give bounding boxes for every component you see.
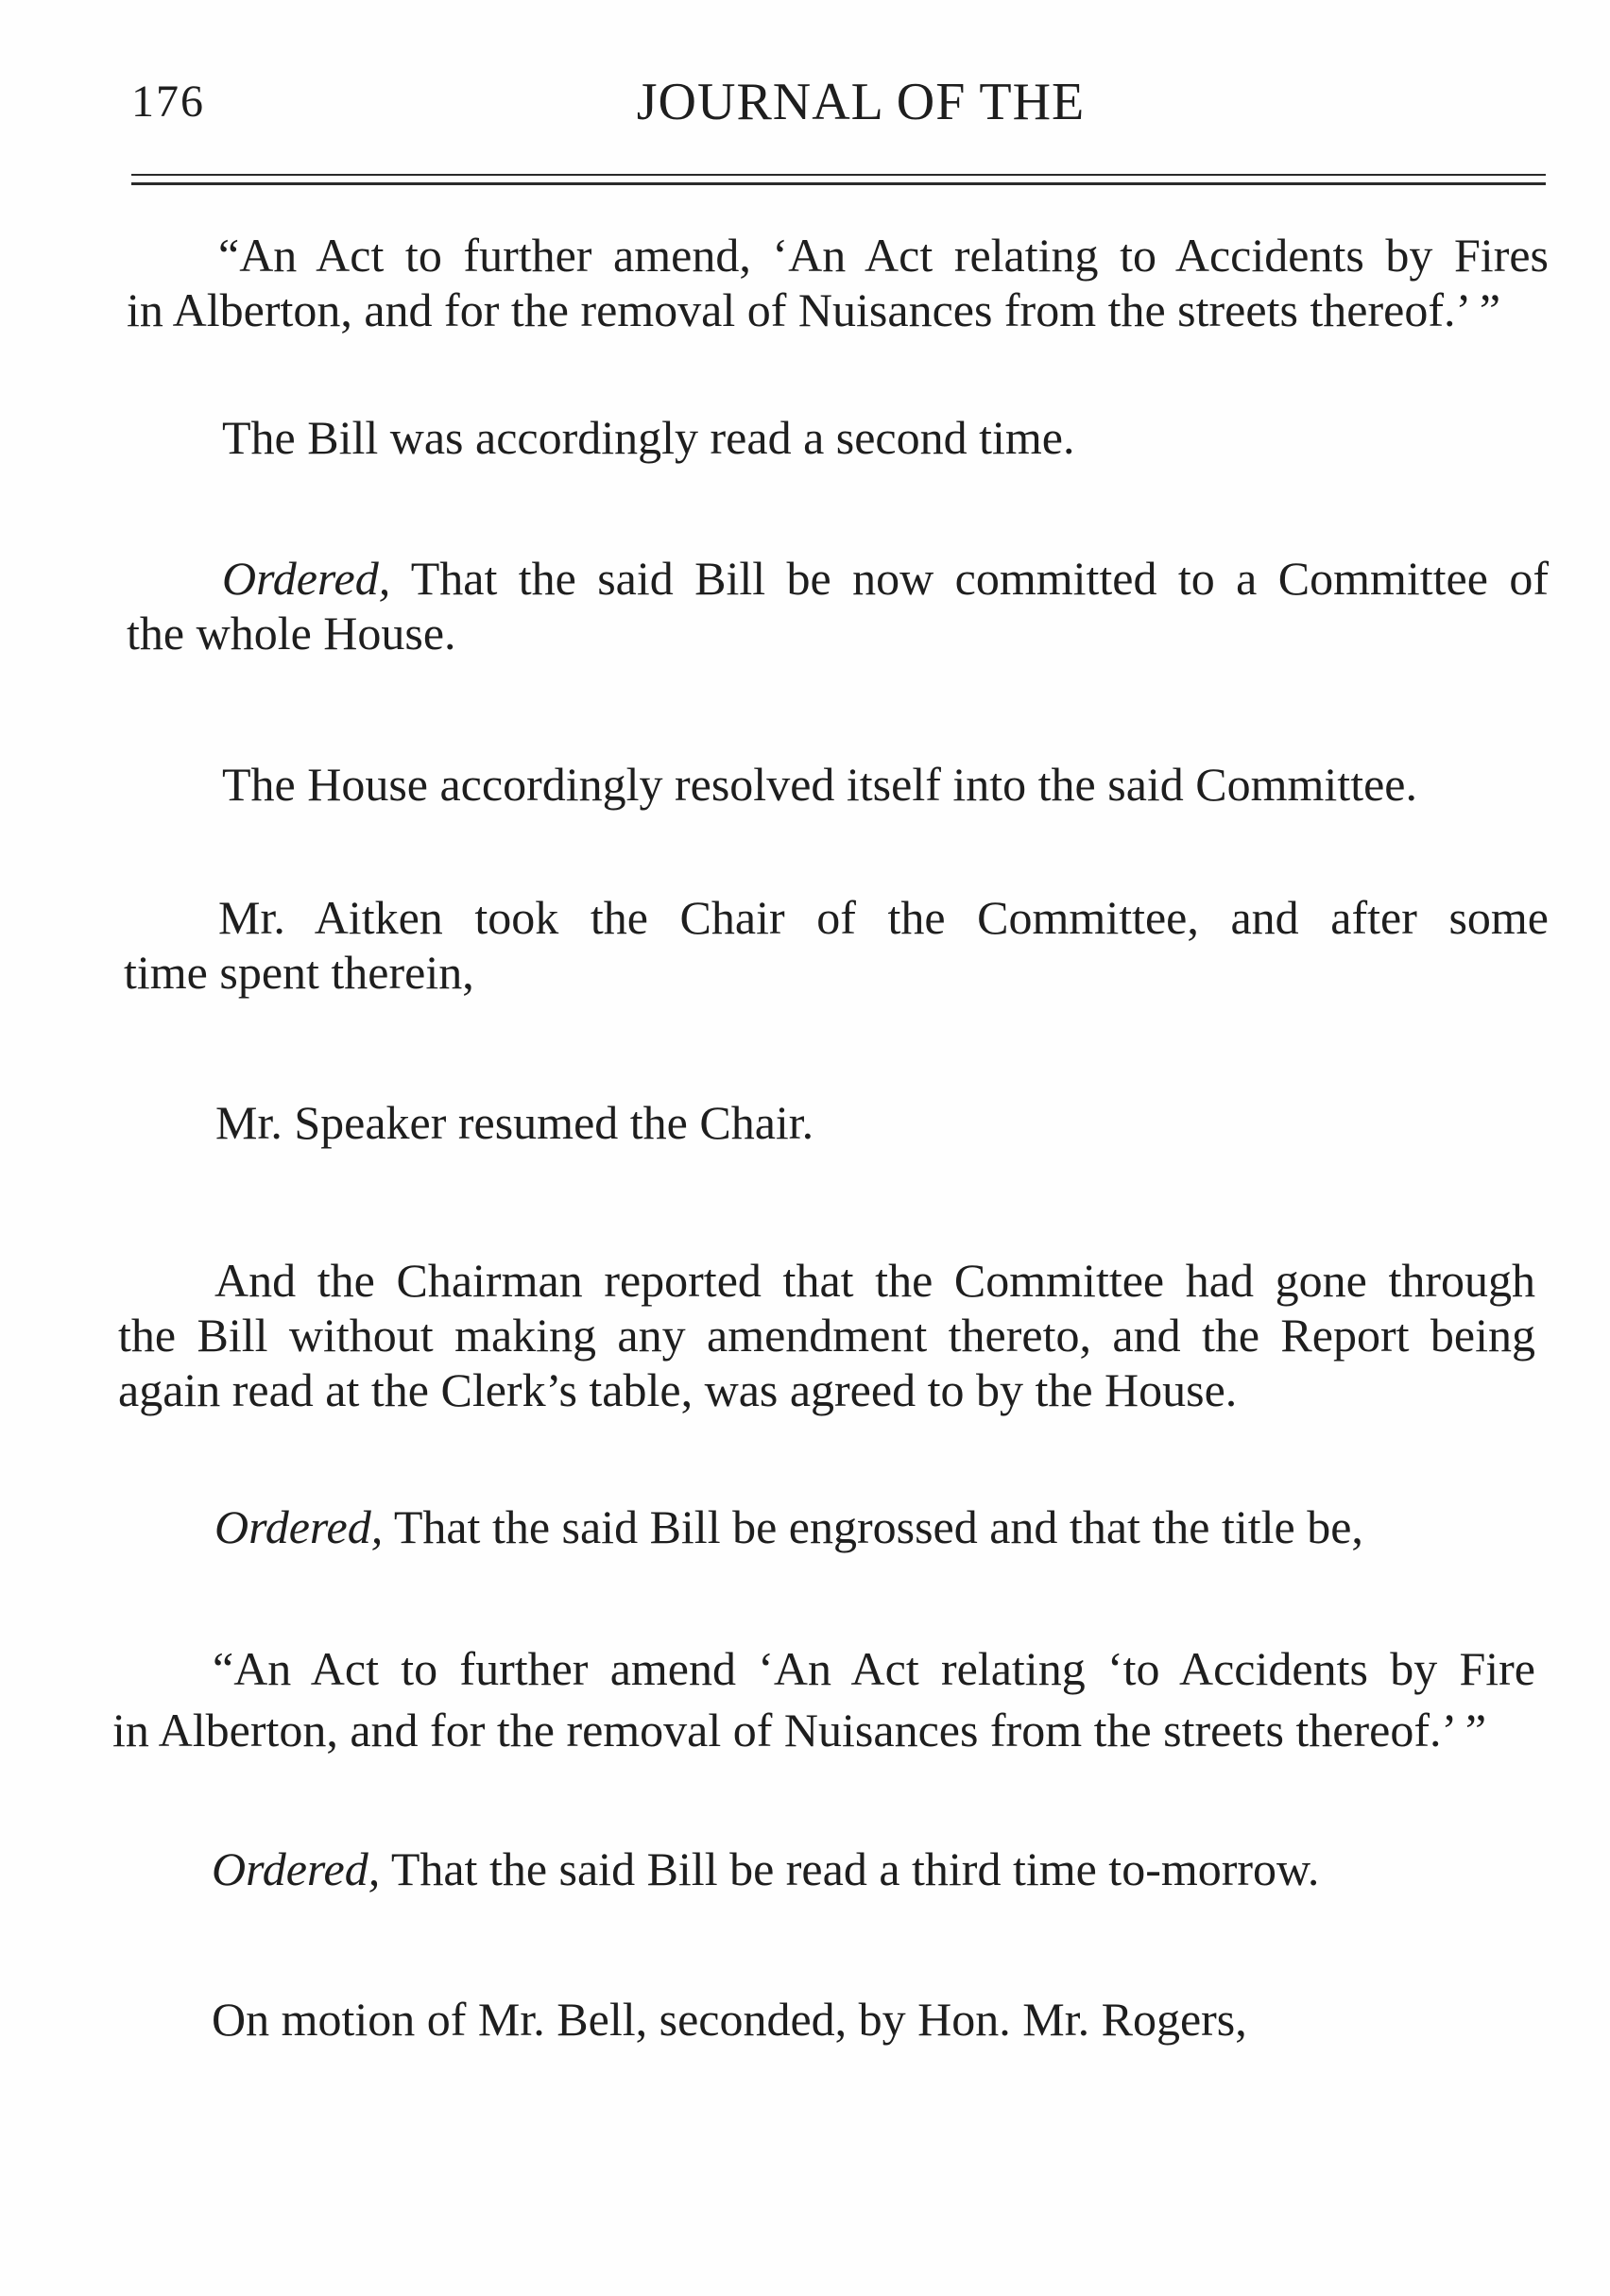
paragraph [121, 1095, 1543, 1150]
ordered-lead: Ordered, [214, 1500, 384, 1553]
text-line-body: That the said Bill be read a third time to-morrow. [390, 1842, 1320, 1895]
paragraph [112, 1842, 1535, 1896]
paragraph [124, 890, 1549, 1000]
text-line: the whole House. [127, 607, 456, 660]
text-line [127, 551, 1549, 606]
text-line [112, 1842, 1535, 1896]
page-number: 176 [131, 77, 205, 127]
running-head: JOURNAL OF THE [636, 73, 1086, 131]
paragraph [127, 757, 1549, 812]
text-line: in Alberton, and for the removal of Nuisances from the streets thereof.’ ” [127, 283, 1501, 336]
text-line: Mr. Aitken took the Chair of the Committee, and after some [218, 891, 1549, 944]
paragraph [112, 1638, 1535, 1761]
text-line: again read at the Clerk’s table, was agreed to by the House. [118, 1363, 1238, 1416]
text-line: On motion of Mr. Bell, seconded, by Hon. Mr. Rogers, [212, 1993, 1247, 2046]
text-line: the Bill without making any amendment thereto, and the Report being [118, 1309, 1535, 1362]
text-line [118, 1499, 1535, 1554]
header-rule-bottom [131, 182, 1546, 185]
paragraph [127, 228, 1549, 337]
text-line: time spent therein, [124, 946, 474, 999]
ordered-lead: Ordered, [222, 552, 391, 605]
ordered-lead: Ordered, [212, 1842, 381, 1895]
paragraph [118, 1499, 1535, 1554]
header-rule-top [131, 174, 1546, 176]
text-line: The House accordingly resolved itself into the said Committee. [222, 758, 1417, 811]
text-line: “An Act to further amend, ‘An Act relating to Accidents by Fires [218, 229, 1549, 282]
text-line: The Bill was accordingly read a second time. [222, 411, 1075, 464]
paragraph [118, 1253, 1535, 1417]
text-line: Mr. Speaker resumed the Chair. [215, 1096, 814, 1149]
paragraph [127, 410, 1549, 465]
text-line: in Alberton, and for the removal of Nuisances from the streets thereof.’ ” [112, 1704, 1487, 1756]
text-line-body: That the said Bill be now committed to a Committee of [410, 552, 1549, 605]
paragraph [127, 551, 1549, 660]
text-line-body: That the said Bill be engrossed and that the title be, [393, 1500, 1363, 1553]
paragraph [112, 1992, 1535, 2047]
text-line: “An Act to further amend ‘An Act relating ‘to Accidents by Fire [213, 1642, 1535, 1695]
text-line: And the Chairman reported that the Committee had gone through [214, 1254, 1535, 1307]
